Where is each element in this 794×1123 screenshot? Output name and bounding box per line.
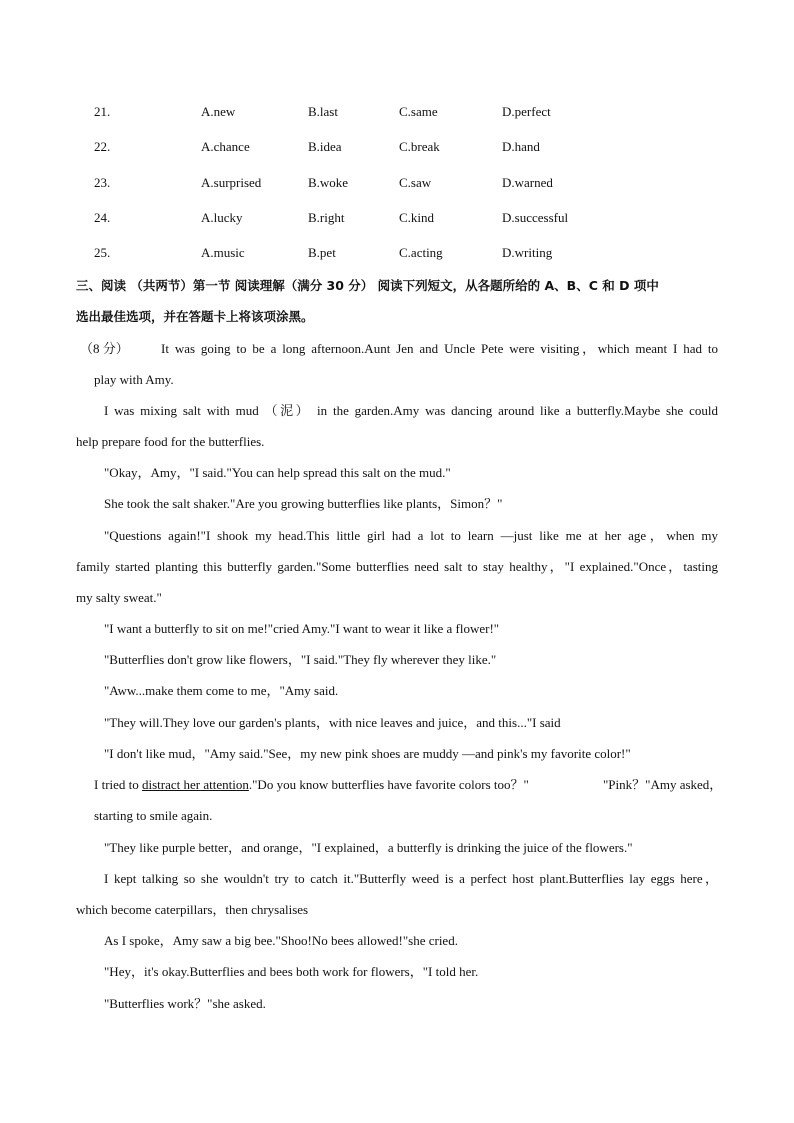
passage-line: play with Amy. [94,372,174,387]
passage-text: I tried to [94,777,143,792]
option-d: D.hand [502,139,540,154]
passage-line: "Hey，it's okay.Butterflies and bees both work for flowers，"I told her. [104,964,479,979]
passage-line [94,775,529,795]
option-row-21 [0,102,794,122]
passage-line: I kept talking so she wouldn't try to catch it."Butterfly weed is a perfect host plant.Butterflies lay eggs here， [104,871,718,886]
option-c: C.acting [399,245,443,260]
question-number: 22. [94,139,111,154]
score-label: （8 分） [80,341,129,356]
option-c: C.break [399,139,440,154]
passage-line: I was mixing salt with mud （泥） in the garden.Amy was dancing around like a butterfly.Maybe she could [104,403,718,418]
passage-line: "Okay，Amy，"I said."You can help spread this salt on the mud." [104,465,451,480]
question-number: 24. [94,210,111,225]
option-row-22 [0,137,794,157]
section-heading-line-2: 选出最佳选项，并在答题卡上将该项涂黑。 [76,309,314,324]
option-d: D.perfect [502,104,551,119]
passage-line: "They will.They love our garden's plants，with nice leaves and juice，and this..."I said [104,715,561,730]
question-number: 21. [94,104,111,119]
option-row-24 [0,208,794,228]
passage-line: "Butterflies don't grow like flowers，"I said."They fly wherever they like." [104,652,497,667]
option-a: A.new [201,104,236,119]
option-row-25 [0,243,794,263]
passage-line: help prepare food for the butterflies. [76,434,265,449]
passage-line: which become caterpillars，then chrysalises [76,902,309,917]
passage-text: ."Do you know butterflies have favorite colors too？" [248,777,529,792]
passage-line: my salty sweat." [76,590,162,605]
passage-line: "They like purple better，and orange，"I explained，a butterfly is drinking the juice of the flowers." [104,840,633,855]
option-d: D.writing [502,245,553,260]
passage-line: She took the salt shaker."Are you growing butterflies like plants，Simon？" [104,496,503,511]
option-a: A.chance [201,139,250,154]
option-a: A.surprised [201,175,262,190]
passage-line: It was going to be a long afternoon.Aunt Jen and Uncle Pete were visiting，which meant I had to [161,341,718,356]
option-b: B.last [308,104,338,119]
passage-line: "Pink？"Amy asked， [603,777,723,792]
option-b: B.pet [308,245,336,260]
option-c: C.kind [399,210,435,225]
passage-line: "I don't like mud，"Amy said."See，my new pink shoes are muddy —and pink's my favorite color!" [104,746,631,761]
question-number: 23. [94,175,111,190]
section-heading-line-1: 三、阅读 （共两节）第一节 阅读理解（满分 30 分） 阅读下列短文，从各题所给的 A、B、C 和 D 项中 [76,278,659,293]
passage-line: starting to smile again. [94,808,213,823]
question-number: 25. [94,245,111,260]
option-a: A.music [201,245,245,260]
passage-line: "Aww...make them come to me，"Amy said. [104,683,339,698]
passage-line: "Butterflies work？"she asked. [104,996,266,1011]
option-d: D.successful [502,210,569,225]
option-c: C.same [399,104,438,119]
underlined-phrase: distract her attention [142,777,249,792]
passage-line: "I want a butterfly to sit on me!"cried Amy."I want to wear it like a flower!" [104,621,500,636]
option-row-23 [0,173,794,193]
option-d: D.warned [502,175,553,190]
option-b: B.right [308,210,345,225]
passage-line: As I spoke，Amy saw a big bee."Shoo!No bees allowed!"she cried. [104,933,458,948]
option-b: B.woke [308,175,349,190]
option-b: B.idea [308,139,342,154]
passage-line: "Questions again!"I shook my head.This little girl had a lot to learn —just like me at her age，when my [104,528,718,543]
passage-line: family started planting this butterfly garden."Some butterflies need salt to stay healthy，"I explained."Once，tasting [76,559,718,574]
option-c: C.saw [399,175,432,190]
option-a: A.lucky [201,210,243,225]
